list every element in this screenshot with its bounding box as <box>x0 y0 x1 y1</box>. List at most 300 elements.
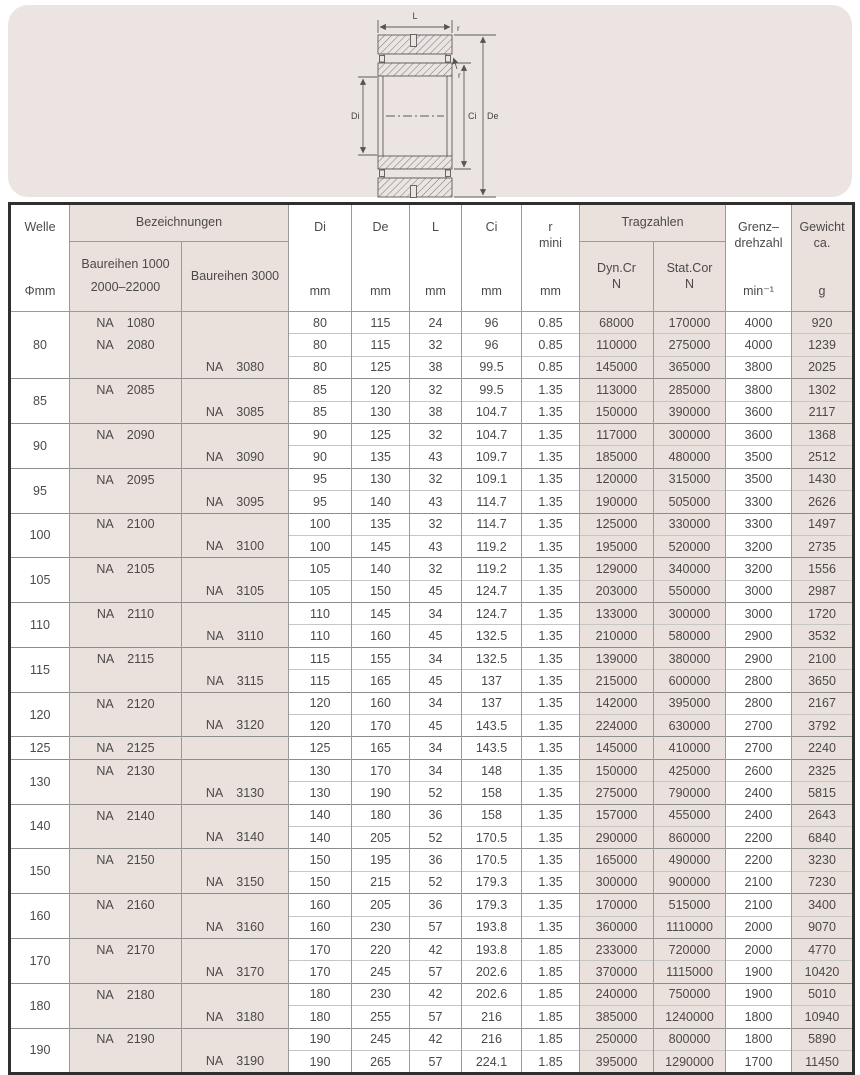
designation-cell-series1000 <box>70 670 182 692</box>
designation-cell-series3000 <box>182 334 289 356</box>
cell-de: 205 <box>352 894 410 916</box>
cell-stat: 285000 <box>654 379 726 401</box>
designation-cell-series3000 <box>182 782 289 804</box>
cell-di: 160 <box>289 916 352 938</box>
cell-r: 1.35 <box>522 423 580 445</box>
table-row <box>10 938 854 960</box>
col-header-r-mini <box>522 204 580 312</box>
cell-l: 43 <box>410 491 462 513</box>
designation <box>96 697 154 711</box>
designation-prefix: NA <box>205 964 224 979</box>
cell-stat: 790000 <box>654 782 726 804</box>
cell-g: 920 <box>792 312 854 334</box>
cell-stat: 390000 <box>654 401 726 423</box>
di-label: Di <box>314 220 326 234</box>
designation-number: 3080 <box>236 360 265 375</box>
designation-cell-series3000 <box>182 312 289 334</box>
cell-n: 2700 <box>726 737 792 759</box>
cell-stat: 275000 <box>654 334 726 356</box>
cell-g: 5890 <box>792 1028 854 1050</box>
designation-cell-series1000 <box>70 535 182 557</box>
designation-cell-series1000 <box>70 715 182 737</box>
cell-n: 3600 <box>726 401 792 423</box>
cell-g: 2325 <box>792 759 854 781</box>
designation-cell-series3000 <box>182 356 289 378</box>
designation-cell-series3000 <box>182 670 289 692</box>
cell-di: 105 <box>289 580 352 602</box>
cell-stat: 170000 <box>654 312 726 334</box>
designation-cell-series3000 <box>182 379 289 401</box>
cell-r: 1.35 <box>522 715 580 737</box>
designation-cell-series3000 <box>182 692 289 714</box>
cell-n: 2700 <box>726 715 792 737</box>
diagram-panel <box>8 5 852 197</box>
cell-ci: 143.5 <box>462 715 522 737</box>
designation-cell-series1000 <box>70 782 182 804</box>
designation-cell-series1000 <box>70 647 182 669</box>
cell-l: 34 <box>410 647 462 669</box>
cell-ci: 170.5 <box>462 826 522 848</box>
designation <box>96 562 154 576</box>
cell-r: 1.35 <box>522 782 580 804</box>
welle-cell: 125 <box>10 737 70 759</box>
cell-stat: 480000 <box>654 446 726 468</box>
designation-prefix: NA <box>96 517 114 532</box>
grenz-label-2: drehzahl <box>734 235 783 250</box>
cell-g: 3532 <box>792 625 854 647</box>
table-row <box>10 961 854 983</box>
cell-l: 24 <box>410 312 462 334</box>
designation-cell-series1000 <box>70 423 182 445</box>
designation-prefix: NA <box>96 562 114 577</box>
designation-cell-series1000 <box>70 401 182 423</box>
cell-n: 3200 <box>726 535 792 557</box>
cell-ci: 158 <box>462 782 522 804</box>
cell-ci: 202.6 <box>462 961 522 983</box>
cell-ci: 132.5 <box>462 625 522 647</box>
col-header-stat-cor <box>654 242 726 312</box>
cell-ci: 202.6 <box>462 983 522 1005</box>
grenz-label-1: Grenz– <box>738 220 779 234</box>
cell-di: 100 <box>289 513 352 535</box>
di-unit: mm <box>309 284 331 299</box>
cell-ci: 143.5 <box>462 737 522 759</box>
cell-stat: 300000 <box>654 423 726 445</box>
cell-g: 4770 <box>792 938 854 960</box>
designation-cell-series3000 <box>182 737 289 759</box>
designation-cell-series1000 <box>70 334 182 356</box>
cell-l: 45 <box>410 625 462 647</box>
designation-cell-series1000 <box>70 625 182 647</box>
cell-di: 120 <box>289 715 352 737</box>
cell-di: 160 <box>289 894 352 916</box>
cell-r: 1.35 <box>522 625 580 647</box>
designation-cell-series3000 <box>182 871 289 893</box>
cell-r: 1.35 <box>522 670 580 692</box>
cell-n: 3800 <box>726 356 792 378</box>
col-header-l <box>410 204 462 312</box>
cell-stat: 1110000 <box>654 916 726 938</box>
designation-cell-series1000 <box>70 961 182 983</box>
cell-r: 1.85 <box>522 938 580 960</box>
cell-n: 1900 <box>726 983 792 1005</box>
cell-r: 0.85 <box>522 356 580 378</box>
ci-unit: mm <box>481 284 502 299</box>
designation-prefix: NA <box>96 607 115 622</box>
cell-di: 190 <box>289 1028 352 1050</box>
designation <box>96 898 154 912</box>
cell-g: 2512 <box>792 446 854 468</box>
designation-prefix: NA <box>96 651 115 666</box>
cell-g: 7230 <box>792 871 854 893</box>
cell-de: 215 <box>352 871 410 893</box>
baureihen1000-label: Baureihen 1000 <box>81 257 170 272</box>
cell-dyn: 185000 <box>580 446 654 468</box>
cell-de: 125 <box>352 356 410 378</box>
cell-r: 1.85 <box>522 1028 580 1050</box>
cell-di: 80 <box>289 334 352 356</box>
cell-ci: 137 <box>462 692 522 714</box>
designation-cell-series1000 <box>70 1050 182 1073</box>
dyn-cr-label: Dyn.Cr <box>597 260 636 275</box>
designation-prefix: NA <box>96 315 114 330</box>
cell-di: 140 <box>289 804 352 826</box>
cell-n: 2800 <box>726 692 792 714</box>
cell-l: 34 <box>410 692 462 714</box>
cell-ci: 193.8 <box>462 938 522 960</box>
designation-cell-series1000 <box>70 356 182 378</box>
col-header-ci <box>462 204 522 312</box>
cell-n: 2200 <box>726 849 792 871</box>
cell-dyn: 142000 <box>580 692 654 714</box>
cell-l: 57 <box>410 1050 462 1073</box>
designation-number: 3120 <box>236 718 265 733</box>
designation <box>96 383 154 397</box>
cell-dyn: 233000 <box>580 938 654 960</box>
designation-prefix: NA <box>205 830 224 845</box>
table-row <box>10 401 854 423</box>
designation <box>96 316 154 330</box>
cell-dyn: 300000 <box>580 871 654 893</box>
cell-ci: 179.3 <box>462 871 522 893</box>
cell-di: 170 <box>289 938 352 960</box>
cell-r: 0.85 <box>522 312 580 334</box>
welle-cell: 100 <box>10 513 70 558</box>
table-row <box>10 804 854 826</box>
cell-l: 38 <box>410 356 462 378</box>
designation <box>206 1010 264 1024</box>
table-row <box>10 558 854 580</box>
designation-cell-series1000 <box>70 312 182 334</box>
designation-number: 3160 <box>236 919 265 934</box>
designation-cell-series1000 <box>70 1028 182 1050</box>
designation <box>96 473 154 487</box>
cell-g: 11450 <box>792 1050 854 1073</box>
designation-prefix: NA <box>205 360 224 375</box>
designation <box>206 786 264 800</box>
cell-dyn: 190000 <box>580 491 654 513</box>
cell-n: 2400 <box>726 804 792 826</box>
cell-n: 4000 <box>726 312 792 334</box>
cell-de: 165 <box>352 737 410 759</box>
cell-dyn: 385000 <box>580 1006 654 1028</box>
col-header-grenzdrehzahl <box>726 204 792 312</box>
table-row <box>10 312 854 334</box>
cell-di: 150 <box>289 849 352 871</box>
cell-stat: 515000 <box>654 894 726 916</box>
table-row <box>10 334 854 356</box>
table-row <box>10 603 854 625</box>
designation <box>206 920 264 934</box>
welle-cell: 160 <box>10 894 70 939</box>
cell-stat: 520000 <box>654 535 726 557</box>
cell-de: 150 <box>352 580 410 602</box>
cell-de: 160 <box>352 625 410 647</box>
cell-n: 3300 <box>726 513 792 535</box>
cell-r: 1.35 <box>522 513 580 535</box>
cell-l: 42 <box>410 983 462 1005</box>
designation-number: 2120 <box>126 696 155 711</box>
cell-r: 1.35 <box>522 647 580 669</box>
cell-g: 1239 <box>792 334 854 356</box>
designation-number: 3130 <box>236 785 265 800</box>
designation <box>206 629 263 643</box>
designation-cell-series3000 <box>182 558 289 580</box>
designation-prefix: NA <box>205 584 224 599</box>
designation-cell-series3000 <box>182 1028 289 1050</box>
cell-dyn: 68000 <box>580 312 654 334</box>
cell-de: 165 <box>352 670 410 692</box>
cell-g: 2117 <box>792 401 854 423</box>
designation <box>206 360 264 374</box>
cell-n: 2600 <box>726 759 792 781</box>
cell-de: 230 <box>352 916 410 938</box>
cell-n: 2900 <box>726 625 792 647</box>
cell-dyn: 125000 <box>580 513 654 535</box>
designation-cell-series1000 <box>70 379 182 401</box>
cell-l: 32 <box>410 379 462 401</box>
cell-l: 34 <box>410 737 462 759</box>
designation-number: 3085 <box>236 405 265 419</box>
cell-stat: 800000 <box>654 1028 726 1050</box>
cell-di: 180 <box>289 1006 352 1028</box>
designation <box>96 517 154 531</box>
ci-label: Ci <box>485 220 498 234</box>
cell-stat: 550000 <box>654 580 726 602</box>
cell-n: 3800 <box>726 379 792 401</box>
cell-g: 3230 <box>792 849 854 871</box>
cell-dyn: 157000 <box>580 804 654 826</box>
designation-cell-series3000 <box>182 715 289 737</box>
de-label: De <box>372 220 389 234</box>
cell-l: 36 <box>410 849 462 871</box>
cell-g: 2100 <box>792 647 854 669</box>
cell-r: 1.35 <box>522 401 580 423</box>
table-row <box>10 535 854 557</box>
cell-g: 1302 <box>792 379 854 401</box>
table-row <box>10 468 854 490</box>
designation-cell-series3000 <box>182 1006 289 1028</box>
stat-cor-unit: N <box>684 276 695 291</box>
designation-number: 3095 <box>236 494 265 509</box>
l-unit: mm <box>425 284 446 299</box>
cell-dyn: 170000 <box>580 894 654 916</box>
cell-g: 2626 <box>792 491 854 513</box>
cell-di: 100 <box>289 535 352 557</box>
bearing-table <box>8 202 855 1075</box>
cell-di: 120 <box>289 692 352 714</box>
designation-cell-series3000 <box>182 491 289 513</box>
cell-di: 85 <box>289 379 352 401</box>
designation-prefix: NA <box>96 338 114 353</box>
table-row <box>10 759 854 781</box>
cell-g: 10940 <box>792 1006 854 1028</box>
designation-number: 2095 <box>126 472 155 487</box>
cell-r: 1.85 <box>522 961 580 983</box>
designation <box>96 741 154 755</box>
cell-ci: 124.7 <box>462 580 522 602</box>
cell-stat: 330000 <box>654 513 726 535</box>
cell-r: 1.35 <box>522 468 580 490</box>
cell-g: 2167 <box>792 692 854 714</box>
table-row <box>10 670 854 692</box>
cell-ci: 114.7 <box>462 513 522 535</box>
designation <box>96 1032 154 1046</box>
cell-ci: 96 <box>462 334 522 356</box>
designation-prefix: NA <box>96 853 114 868</box>
designation-prefix: NA <box>205 718 224 733</box>
designation <box>206 718 264 732</box>
cell-n: 2900 <box>726 647 792 669</box>
cell-di: 190 <box>289 1050 352 1073</box>
cell-stat: 750000 <box>654 983 726 1005</box>
designation-prefix: NA <box>96 696 114 711</box>
designation-cell-series1000 <box>70 1006 182 1028</box>
cell-dyn: 110000 <box>580 334 654 356</box>
cell-r: 1.35 <box>522 446 580 468</box>
cell-de: 135 <box>352 446 410 468</box>
designation-cell-series3000 <box>182 647 289 669</box>
designation-cell-series3000 <box>182 826 289 848</box>
cell-di: 150 <box>289 871 352 893</box>
cell-de: 205 <box>352 826 410 848</box>
designation-cell-series1000 <box>70 804 182 826</box>
cell-ci: 158 <box>462 804 522 826</box>
cell-ci: 114.7 <box>462 491 522 513</box>
cell-l: 34 <box>410 759 462 781</box>
cell-g: 2643 <box>792 804 854 826</box>
designation-cell-series3000 <box>182 423 289 445</box>
cell-di: 125 <box>289 737 352 759</box>
gewicht-unit: g <box>818 284 826 299</box>
designation-number: 3110 <box>236 628 264 643</box>
cell-dyn: 224000 <box>580 715 654 737</box>
cell-dyn: 165000 <box>580 849 654 871</box>
cell-di: 140 <box>289 826 352 848</box>
cell-ci: 109.7 <box>462 446 522 468</box>
label-di: Di <box>351 111 360 121</box>
cell-stat: 300000 <box>654 603 726 625</box>
cell-dyn: 145000 <box>580 737 654 759</box>
designation <box>206 450 264 464</box>
cell-l: 45 <box>410 580 462 602</box>
col-header-tragzahlen: Tragzahlen <box>580 204 726 242</box>
designation-cell-series3000 <box>182 468 289 490</box>
cell-di: 90 <box>289 423 352 445</box>
cell-stat: 900000 <box>654 871 726 893</box>
r-unit: mm <box>540 284 561 299</box>
designation <box>96 764 154 778</box>
designation-prefix: NA <box>96 808 114 823</box>
cell-r: 1.35 <box>522 580 580 602</box>
cell-de: 170 <box>352 759 410 781</box>
designation-cell-series1000 <box>70 513 182 535</box>
designation-number: 3180 <box>236 1009 265 1024</box>
col-header-dyn-cr <box>580 242 654 312</box>
cell-l: 36 <box>410 894 462 916</box>
dyn-cr-unit: N <box>611 276 622 291</box>
cell-de: 220 <box>352 938 410 960</box>
table-row <box>10 625 854 647</box>
cell-r: 1.35 <box>522 759 580 781</box>
welle-cell: 140 <box>10 804 70 849</box>
cell-stat: 1240000 <box>654 1006 726 1028</box>
designation <box>96 428 154 442</box>
cell-l: 57 <box>410 1006 462 1028</box>
designation-cell-series3000 <box>182 961 289 983</box>
cell-l: 42 <box>410 938 462 960</box>
cell-di: 90 <box>289 446 352 468</box>
designation <box>97 607 154 621</box>
cell-dyn: 395000 <box>580 1050 654 1073</box>
l-label: L <box>432 220 439 234</box>
col-header-de <box>352 204 410 312</box>
cell-g: 3400 <box>792 894 854 916</box>
cell-stat: 505000 <box>654 491 726 513</box>
cell-n: 1700 <box>726 1050 792 1073</box>
cell-de: 190 <box>352 782 410 804</box>
designation-prefix: NA <box>96 383 114 398</box>
designation-cell-series3000 <box>182 849 289 871</box>
designation-prefix: NA <box>96 472 114 487</box>
welle-cell: 130 <box>10 759 70 804</box>
label-r-mid: r <box>458 71 461 80</box>
cell-r: 1.35 <box>522 737 580 759</box>
designation-cell-series1000 <box>70 737 182 759</box>
cell-stat: 860000 <box>654 826 726 848</box>
cell-g: 5815 <box>792 782 854 804</box>
designation-cell-series1000 <box>70 894 182 916</box>
cell-de: 140 <box>352 558 410 580</box>
cell-dyn: 360000 <box>580 916 654 938</box>
cell-n: 3200 <box>726 558 792 580</box>
cell-ci: 96 <box>462 312 522 334</box>
cell-g: 1430 <box>792 468 854 490</box>
cell-stat: 340000 <box>654 558 726 580</box>
designation-prefix: NA <box>96 987 114 1002</box>
de-unit: mm <box>370 284 391 299</box>
cell-ci: 109.1 <box>462 468 522 490</box>
designation-number: 2170 <box>126 942 155 957</box>
cell-ci: 216 <box>462 1006 522 1028</box>
cell-stat: 580000 <box>654 625 726 647</box>
cell-r: 1.35 <box>522 379 580 401</box>
cell-g: 10420 <box>792 961 854 983</box>
cell-di: 85 <box>289 401 352 423</box>
designation-number: 2150 <box>126 853 155 868</box>
table-row <box>10 782 854 804</box>
cell-n: 2400 <box>726 782 792 804</box>
